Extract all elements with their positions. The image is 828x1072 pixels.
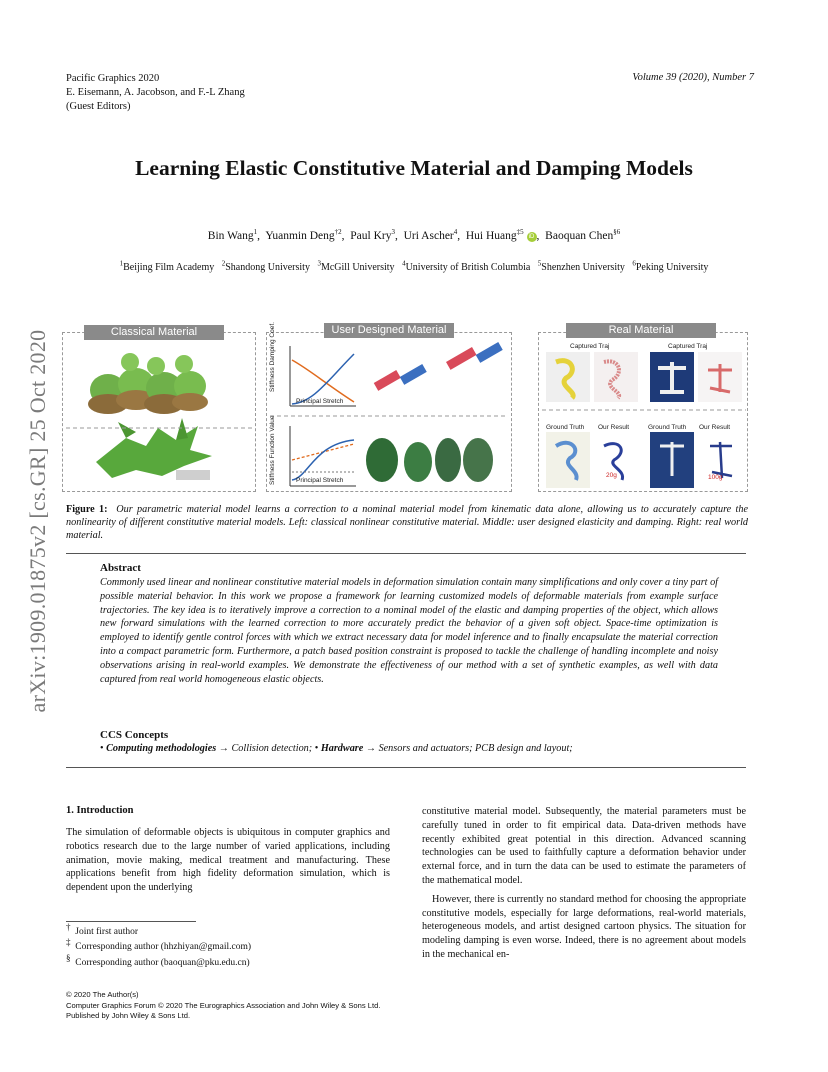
author: Baoquan Chen$^{\S 6}$ — [545, 228, 621, 242]
footnote: ‡ Corresponding author (hhzhiyan@gmail.com) — [66, 937, 251, 953]
footnote-rule — [66, 921, 196, 922]
running-header — [66, 72, 245, 114]
author: Bin Wang$^1$ — [207, 228, 258, 242]
bar-objects — [374, 342, 503, 391]
turtle-group — [88, 353, 208, 414]
section-heading: 1. Introduction — [66, 805, 134, 816]
guest-editors: (Guest Editors) — [66, 101, 131, 112]
panel-label-real: Real Material — [566, 323, 716, 338]
affiliation: $^5$Shenzhen University — [537, 259, 625, 273]
ccs-heading: CCS Concepts — [100, 729, 169, 741]
affiliation: $^1$Beijing Film Academy — [119, 259, 215, 273]
vase-objects — [366, 438, 493, 482]
ground-truth-label: Ground Truth — [648, 424, 687, 431]
orcid-icon[interactable]: iD — [527, 232, 537, 242]
figure-1 — [62, 320, 750, 495]
editors: E. Eisemann, A. Jacobson, and F.-L Zhang — [66, 87, 245, 98]
affiliation: $^4$University of British Columbia — [402, 259, 531, 273]
plot2-xlabel: Principal Stretch — [296, 477, 344, 484]
our-result-label: Our Result — [699, 424, 731, 431]
footnote: § Corresponding author (baoquan@pku.edu.cn) — [66, 953, 250, 969]
affiliation: $^3$McGill University — [317, 259, 395, 273]
venue: Pacific Graphics 2020 — [66, 73, 160, 84]
author: Uri Ascher$^4$ — [403, 228, 458, 242]
divider — [66, 767, 746, 768]
footnote: † Joint first author — [66, 922, 139, 938]
intro-left-column: The simulation of deformable objects is ubiquitous in computer graphics and robotics research due to the large number of varied applications, including animation, movie making, medical treatment and manufacturing. These applications benefit from high fidelity deformation simulation, which is dependent upon the underlying — [66, 827, 390, 894]
caption-text: Our parametric material model learns a correction to a nominal material model from kinematic data alone, allowing us to accurately capture the nonlinearity of different constitutive material models. Left: classical nonlinear constitutive material. Middle: user designed elasticity and damping. Right: real world material. — [66, 504, 749, 542]
panel-label-classical: Classical Material — [84, 325, 224, 340]
panel-label-user-designed: User Designed Material — [324, 323, 454, 338]
captured-traj-label: Captured Traj — [570, 343, 610, 350]
plot1-xlabel: Principal Stretch — [296, 398, 344, 405]
affiliation: $^2$Shandong University — [221, 259, 310, 273]
author: Paul Kry$^3$ — [350, 228, 395, 242]
classical-material-image — [66, 342, 252, 490]
author: Yuanmin Deng$^{\dagger 2}$ — [265, 228, 342, 242]
arxiv-stamp: arXiv:1909.01875v2 [cs.GR] 25 Oct 2020 — [25, 329, 50, 713]
real-material-images — [542, 352, 746, 492]
figure-caption — [66, 503, 748, 543]
user-designed-plots — [270, 340, 508, 490]
affiliation: $^6$Peking University — [632, 259, 709, 273]
damping-curve — [292, 360, 354, 402]
plot1-ylabel: Stiffness Damping Coef. — [269, 322, 276, 392]
paper-title: Learning Elastic Constitutive Material and Damping Models — [135, 156, 693, 180]
divider — [66, 553, 746, 554]
volume-info: Volume 39 (2020), Number 7 — [632, 72, 754, 83]
abstract-text: Commonly used linear and nonlinear constitutive material models in deformation simulation contain many simplifications and only cover a tiny part of possible material behavior. In this work we propose a framework for learning customized models of deformable materials from example surface trajectories. The key idea is to iteratively improve a correction to a nominal model of the elastic and damping properties of the object, which allows new forward simulations with the learned correction to more accurately predict the behavior of a given soft object. Space-time optimization is employed to identify gentle control forces with which we extract necessary data for model inference and to finally encapsulate the material correction into a compact parametric form. Furthermore, a patch based position constraint is proposed to tackle the challenge of handling incomplete and noisy observations arising in real-world examples. We demonstrate the effectiveness of our method with a set of synthetic examples, as well with data captured from real world homogeneous elastic objects. — [100, 577, 718, 685]
ground-truth-label: Ground Truth — [546, 424, 585, 431]
intro-right-column — [422, 805, 746, 967]
weight-label: 100g — [708, 474, 723, 481]
copyright-notice: © 2020 The Author(s) Computer Graphics Forum © 2020 The Eurographics Association and John Wiley & Sons Ltd. Published by John Wiley & Sons Ltd. — [66, 990, 381, 1020]
dragon-shape — [96, 418, 212, 480]
plot2-ylabel: Stiffness Function Value — [269, 415, 276, 485]
abstract-heading: Abstract — [100, 562, 141, 574]
affiliation-list — [0, 259, 828, 273]
author: Hui Huang$^{\ddagger 5}$ — [465, 228, 524, 242]
paragraph: constitutive material model. Subsequently, the material parameters must be carefully tuned in order to fit empirical data. Data-driven methods have recently exhibited great potential in this direction. Advanced scanning technologies can be used to faithfully capture a deformation behavior under external force, and in turn the data can be used to estimate the parameters of the mathematical model. — [422, 806, 746, 886]
captured-traj-label: Captured Traj — [668, 343, 708, 350]
weight-label: 20g — [606, 472, 617, 479]
ccs-concepts: • Computing methodologies → Collision detection; • Hardware → Sensors and actuators; PCB design and layout; — [100, 743, 573, 754]
caption-label: Figure 1: — [66, 504, 108, 515]
author-list: Bin Wang$^1$, Yuanmin Deng$^{\dagger 2}$, Paul Kry$^3$, Uri Ascher$^4$, Hui Huang$^{\ddagger 5}$ iD , Baoquan Chen$^{\S 6}$ — [207, 228, 621, 242]
our-result-label: Our Result — [598, 424, 630, 431]
paragraph: However, there is currently no standard method for choosing the appropriate constitutive models, especially for large deformations, real-world materials, heterogeneous models, and artist designed cartoon physics. The situation for modeling damping is even worse. Indeed, there is no agreement about models in the mechanical en- — [422, 893, 746, 960]
